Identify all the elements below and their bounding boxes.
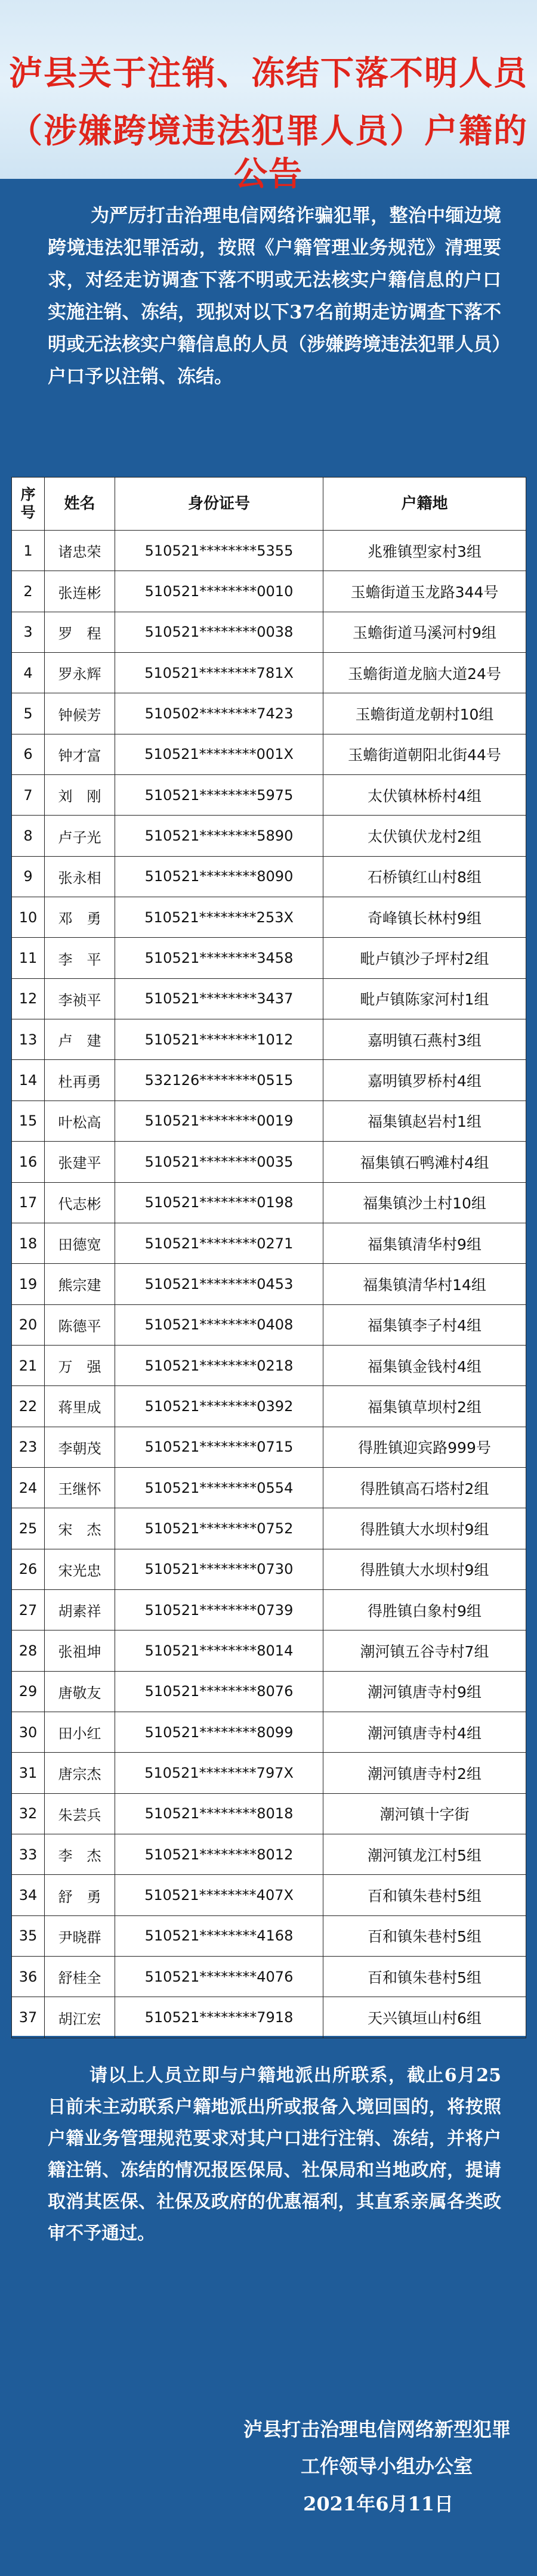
cell-addr: 毗卢镇沙子坪村2组 xyxy=(323,938,526,978)
cell-name: 唐敬友 xyxy=(45,1671,115,1712)
cell-no: 8 xyxy=(12,816,45,856)
cell-id: 510521********4168 xyxy=(115,1915,323,1956)
table-row xyxy=(12,693,526,734)
table-body xyxy=(12,531,526,2038)
cell-id: 510521********407X xyxy=(115,1875,323,1915)
table-row xyxy=(12,1467,526,1508)
cell-id: 510521********8090 xyxy=(115,856,323,897)
table-row xyxy=(12,1386,526,1427)
cell-id: 510521********0218 xyxy=(115,1345,323,1385)
cell-no: 3 xyxy=(12,612,45,652)
cell-addr: 得胜镇迎宾路999号 xyxy=(323,1427,526,1467)
table-row xyxy=(12,938,526,978)
cell-id: 510521********0752 xyxy=(115,1508,323,1549)
cell-no: 7 xyxy=(12,775,45,816)
cell-no: 2 xyxy=(12,571,45,612)
cell-name: 唐宗杰 xyxy=(45,1753,115,1793)
header-name: 姓名 xyxy=(45,478,115,531)
cell-no: 20 xyxy=(12,1304,45,1345)
cell-no: 15 xyxy=(12,1101,45,1141)
cell-addr: 太伏镇林桥村4组 xyxy=(323,775,526,816)
cell-id: 510521********0739 xyxy=(115,1589,323,1630)
table-row xyxy=(12,1997,526,2038)
cell-name: 叶松高 xyxy=(45,1101,115,1141)
table-row xyxy=(12,653,526,693)
cell-id: 510521********8018 xyxy=(115,1793,323,1834)
cell-no: 4 xyxy=(12,653,45,693)
cell-id: 510521********4076 xyxy=(115,1957,323,1997)
cell-no: 23 xyxy=(12,1427,45,1467)
cell-id: 510521********0408 xyxy=(115,1304,323,1345)
cell-addr: 潮河镇龙江村5组 xyxy=(323,1834,526,1875)
cell-id: 510521********8076 xyxy=(115,1671,323,1712)
cell-id: 510521********0198 xyxy=(115,1182,323,1223)
cell-name: 田德宽 xyxy=(45,1223,115,1263)
cell-addr: 潮河镇唐寺村4组 xyxy=(323,1712,526,1752)
table-row xyxy=(12,1793,526,1834)
cell-addr: 百和镇朱巷村5组 xyxy=(323,1915,526,1956)
cell-addr: 石桥镇红山村8组 xyxy=(323,856,526,897)
cell-name: 张连彬 xyxy=(45,571,115,612)
cell-name: 罗 程 xyxy=(45,612,115,652)
cell-addr: 百和镇朱巷村5组 xyxy=(323,1957,526,1997)
cell-addr: 福集镇赵岩村1组 xyxy=(323,1101,526,1141)
cell-id: 510521********001X xyxy=(115,734,323,774)
cell-name: 张永相 xyxy=(45,856,115,897)
cell-name: 张祖坤 xyxy=(45,1630,115,1671)
cell-name: 熊宗建 xyxy=(45,1264,115,1304)
cell-id: 510521********1012 xyxy=(115,1019,323,1060)
cell-id: 510521********5890 xyxy=(115,816,323,856)
cell-addr: 玉蟾街道马溪河村9组 xyxy=(323,612,526,652)
cell-no: 35 xyxy=(12,1915,45,1956)
cell-name: 张建平 xyxy=(45,1142,115,1182)
cell-name: 卢 建 xyxy=(45,1019,115,1060)
table-row xyxy=(12,1019,526,1060)
cell-addr: 玉蟾街道朝阳北街44号 xyxy=(323,734,526,774)
cell-id: 510521********8012 xyxy=(115,1834,323,1875)
cell-no: 5 xyxy=(12,693,45,734)
cell-addr: 福集镇清华村9组 xyxy=(323,1223,526,1263)
cell-addr: 玉蟾街道龙朝村10组 xyxy=(323,693,526,734)
signature-org-line-1: 泸县打击治理电信网络新型犯罪 xyxy=(243,2418,511,2441)
cell-addr: 天兴镇垣山村6组 xyxy=(323,1997,526,2038)
cell-id: 510502********7423 xyxy=(115,693,323,734)
table-row xyxy=(12,1427,526,1467)
cell-name: 钟候芳 xyxy=(45,693,115,734)
cell-no: 36 xyxy=(12,1957,45,1997)
cell-no: 25 xyxy=(12,1508,45,1549)
cell-addr: 太伏镇伏龙村2组 xyxy=(323,816,526,856)
header-id: 身份证号 xyxy=(115,478,323,531)
cell-addr: 百和镇朱巷村5组 xyxy=(323,1875,526,1915)
cell-no: 19 xyxy=(12,1264,45,1304)
cell-name: 刘 刚 xyxy=(45,775,115,816)
cell-name: 尹晓群 xyxy=(45,1915,115,1956)
cell-name: 蒋里成 xyxy=(45,1386,115,1427)
cell-name: 卢子光 xyxy=(45,816,115,856)
table-row xyxy=(12,978,526,1019)
cell-id: 510521********8099 xyxy=(115,1712,323,1752)
table-row xyxy=(12,1957,526,1997)
cell-addr: 得胜镇白象村9组 xyxy=(323,1589,526,1630)
cell-addr: 福集镇金钱村4组 xyxy=(323,1345,526,1385)
table-row xyxy=(12,1753,526,1793)
cell-id: 510521********5975 xyxy=(115,775,323,816)
cell-addr: 嘉明镇罗桥村4组 xyxy=(323,1060,526,1101)
table-row xyxy=(12,1589,526,1630)
table-row xyxy=(12,1915,526,1956)
table-row xyxy=(12,775,526,816)
cell-id: 510521********0554 xyxy=(115,1467,323,1508)
cell-no: 34 xyxy=(12,1875,45,1915)
header-no xyxy=(12,478,45,531)
signature-date: 2021年6月11日 xyxy=(303,2493,453,2515)
cell-no: 12 xyxy=(12,978,45,1019)
cell-name: 杜再勇 xyxy=(45,1060,115,1101)
table-row xyxy=(12,571,526,612)
cell-addr: 玉蟾街道龙脑大道24号 xyxy=(323,653,526,693)
cell-addr: 福集镇沙土村10组 xyxy=(323,1182,526,1223)
cell-name: 李祯平 xyxy=(45,978,115,1019)
table-row xyxy=(12,1223,526,1263)
title-banner xyxy=(0,0,537,194)
table-row xyxy=(12,1508,526,1549)
table-row xyxy=(12,816,526,856)
cell-no: 30 xyxy=(12,1712,45,1752)
cell-id: 510521********3437 xyxy=(115,978,323,1019)
cell-addr: 得胜镇大水坝村9组 xyxy=(323,1549,526,1589)
cell-addr: 福集镇清华村14组 xyxy=(323,1264,526,1304)
persons-table-container xyxy=(11,477,526,2036)
cell-addr: 福集镇李子村4组 xyxy=(323,1304,526,1345)
cell-no: 22 xyxy=(12,1386,45,1427)
cell-no: 26 xyxy=(12,1549,45,1589)
signature-org-line-2: 工作领导小组办公室 xyxy=(300,2455,473,2478)
cell-addr: 潮河镇十字街 xyxy=(323,1793,526,1834)
cell-id: 510521********3458 xyxy=(115,938,323,978)
cell-addr: 嘉明镇石燕村3组 xyxy=(323,1019,526,1060)
header-addr: 户籍地 xyxy=(323,478,526,531)
cell-id: 510521********0271 xyxy=(115,1223,323,1263)
table-row xyxy=(12,1712,526,1752)
cell-addr: 得胜镇大水坝村9组 xyxy=(323,1508,526,1549)
table-row xyxy=(12,1264,526,1304)
cell-id: 510521********8014 xyxy=(115,1630,323,1671)
cell-id: 510521********253X xyxy=(115,897,323,938)
cell-no: 14 xyxy=(12,1060,45,1101)
table-row xyxy=(12,1142,526,1182)
cell-id: 510521********5355 xyxy=(115,531,323,571)
cell-name: 陈德平 xyxy=(45,1304,115,1345)
table-row xyxy=(12,1834,526,1875)
cell-no: 32 xyxy=(12,1793,45,1834)
cell-name: 李 平 xyxy=(45,938,115,978)
table-row xyxy=(12,531,526,571)
table-row xyxy=(12,612,526,652)
notice-title-line-1: 泸县关于注销、冻结下落不明人员 xyxy=(9,54,528,93)
cell-id: 510521********0038 xyxy=(115,612,323,652)
table-row xyxy=(12,1875,526,1915)
notice-title-line-2: （涉嫌跨境违法犯罪人员）户籍的公告 xyxy=(9,112,528,194)
table-row xyxy=(12,734,526,774)
cell-id: 510521********0035 xyxy=(115,1142,323,1182)
table-row xyxy=(12,1304,526,1345)
cell-name: 胡素祥 xyxy=(45,1589,115,1630)
cell-name: 钟才富 xyxy=(45,734,115,774)
table-row xyxy=(12,1345,526,1385)
cell-addr: 潮河镇五谷寺村7组 xyxy=(323,1630,526,1671)
cell-no: 28 xyxy=(12,1630,45,1671)
cell-name: 宋 杰 xyxy=(45,1508,115,1549)
cell-id: 510521********0730 xyxy=(115,1549,323,1589)
cell-no: 33 xyxy=(12,1834,45,1875)
cell-no: 9 xyxy=(12,856,45,897)
cell-addr: 得胜镇高石塔村2组 xyxy=(323,1467,526,1508)
table-row xyxy=(12,1630,526,1671)
cell-no: 1 xyxy=(12,531,45,571)
cell-id: 510521********781X xyxy=(115,653,323,693)
cell-no: 6 xyxy=(12,734,45,774)
cell-no: 24 xyxy=(12,1467,45,1508)
table-row xyxy=(12,1182,526,1223)
cell-no: 27 xyxy=(12,1589,45,1630)
notice-paragraph: 请以上人员立即与户籍地派出所联系，截止6月25日前未主动联系户籍地派出所或报备入境回国的，将按照户籍业务管理规范要求对其户口进行注销、冻结，并将户籍注销、冻结的情况报医保局、社保局和当地政府，提请取消其医保、社保及政府的优惠福利，其直系亲属各类政审不予通过。 xyxy=(48,2065,501,2244)
table-row xyxy=(12,1101,526,1141)
cell-id: 510521********0019 xyxy=(115,1101,323,1141)
cell-name: 胡江宏 xyxy=(45,1997,115,2038)
cell-name: 王继怀 xyxy=(45,1467,115,1508)
cell-name: 朱芸兵 xyxy=(45,1793,115,1834)
cell-id: 510521********0453 xyxy=(115,1264,323,1304)
cell-name: 舒桂全 xyxy=(45,1957,115,1997)
cell-addr: 福集镇石鸭滩村4组 xyxy=(323,1142,526,1182)
cell-no: 21 xyxy=(12,1345,45,1385)
cell-name: 田小红 xyxy=(45,1712,115,1752)
cell-id: 510521********7918 xyxy=(115,1997,323,2038)
cell-id: 510521********797X xyxy=(115,1753,323,1793)
cell-no: 31 xyxy=(12,1753,45,1793)
cell-addr: 玉蟾街道玉龙路344号 xyxy=(323,571,526,612)
cell-no: 10 xyxy=(12,897,45,938)
table-row xyxy=(12,1671,526,1712)
table-row xyxy=(12,897,526,938)
header-no-label: 序号 xyxy=(20,486,36,521)
cell-addr: 奇峰镇长林村9组 xyxy=(323,897,526,938)
cell-no: 37 xyxy=(12,1997,45,2038)
cell-name: 罗永辉 xyxy=(45,653,115,693)
cell-id: 510521********0392 xyxy=(115,1386,323,1427)
cell-addr: 福集镇草坝村2组 xyxy=(323,1386,526,1427)
intro-paragraph: 为严厉打击治理电信网络诈骗犯罪，整治中缅边境跨境违法犯罪活动，按照《户籍管理业务规范》清理要求，对经走访调查下落不明或无法核实户籍信息的户口实施注销、冻结，现拟对以下37名前期走访调查下落不明或无法核实户籍信息的人员（涉嫌跨境违法犯罪人员）户口予以注销、冻结。 xyxy=(48,205,501,388)
cell-no: 18 xyxy=(12,1223,45,1263)
cell-no: 29 xyxy=(12,1671,45,1712)
cell-addr: 潮河镇唐寺村2组 xyxy=(323,1753,526,1793)
cell-name: 舒 勇 xyxy=(45,1875,115,1915)
table-row xyxy=(12,1549,526,1589)
cell-id: 510521********0010 xyxy=(115,571,323,612)
cell-id: 510521********0715 xyxy=(115,1427,323,1467)
cell-no: 17 xyxy=(12,1182,45,1223)
persons-table xyxy=(11,477,526,2038)
cell-no: 13 xyxy=(12,1019,45,1060)
cell-addr: 兆雅镇型家村3组 xyxy=(323,531,526,571)
cell-id: 532126********0515 xyxy=(115,1060,323,1101)
cell-name: 李 杰 xyxy=(45,1834,115,1875)
cell-name: 李朝茂 xyxy=(45,1427,115,1467)
cell-no: 11 xyxy=(12,938,45,978)
table-row xyxy=(12,856,526,897)
table-header-row xyxy=(12,478,526,531)
cell-addr: 潮河镇唐寺村9组 xyxy=(323,1671,526,1712)
table-row xyxy=(12,1060,526,1101)
cell-name: 邓 勇 xyxy=(45,897,115,938)
cell-addr: 毗卢镇陈家河村1组 xyxy=(323,978,526,1019)
cell-no: 16 xyxy=(12,1142,45,1182)
cell-name: 万 强 xyxy=(45,1345,115,1385)
cell-name: 诸忠荣 xyxy=(45,531,115,571)
cell-name: 宋光忠 xyxy=(45,1549,115,1589)
cell-name: 代志彬 xyxy=(45,1182,115,1223)
